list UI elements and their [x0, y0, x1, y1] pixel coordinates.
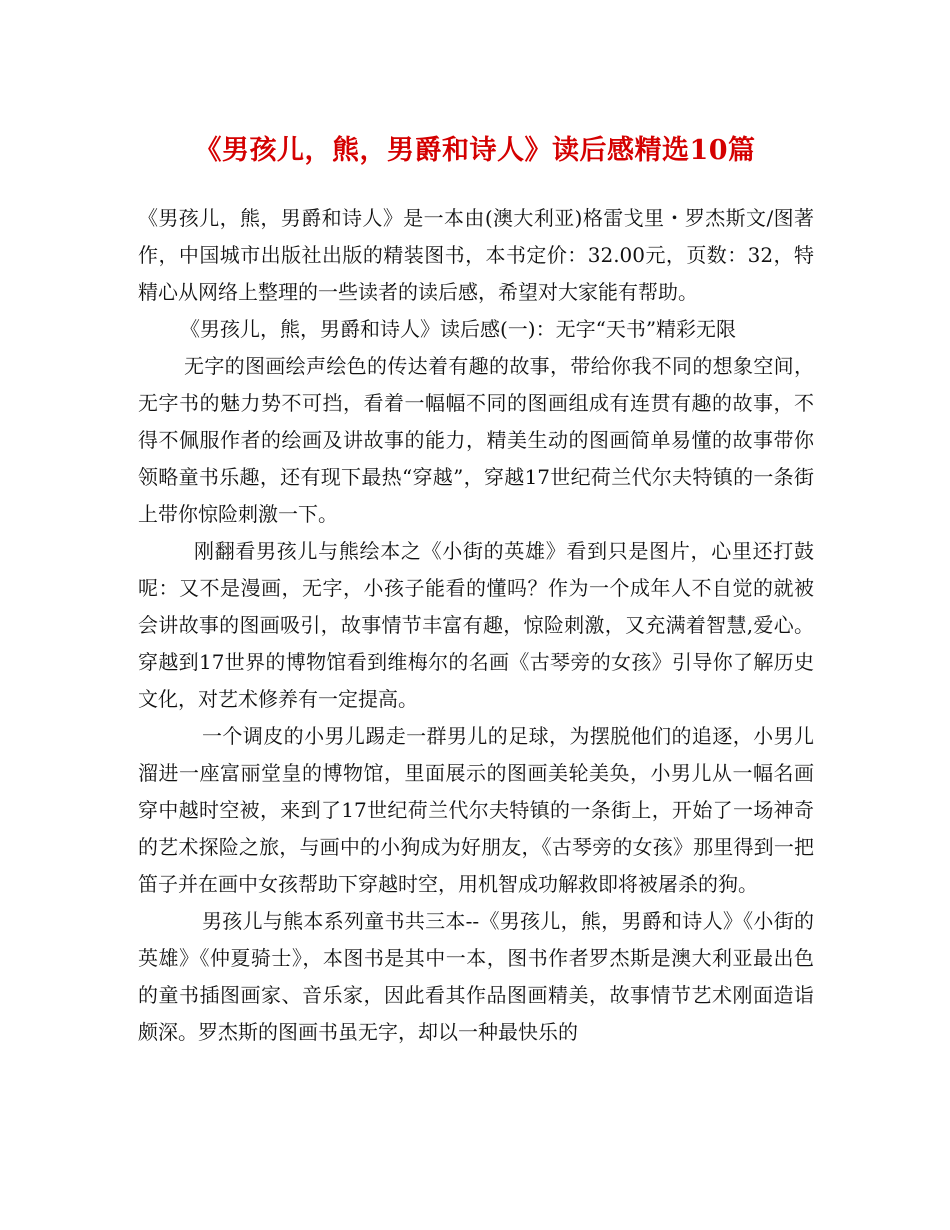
intro-paragraph: 《男孩儿，熊，男爵和诗人》是一本由(澳大利亚)格雷戈里・罗杰斯文/图著作，中国城市出版社出版的精装图书，本书定价：32.00元，页数：32，特精心从网络上整理的一些读者的读后感，希望对大家能有帮助。 [138, 206, 814, 304]
body-paragraph: 刚翻看男孩儿与熊绘本之《小街的英雄》看到只是图片，心里还打鼓呢：又不是漫画，无字，小孩子能看的懂吗？作为一个成年人不自觉的就被会讲故事的图画吸引，故事情节丰富有趣，惊险刺激，又充满着智慧,爱心。穿越到17世界的博物馆看到维梅尔的名画《古琴旁的女孩》引导你了解历史文化，对艺术修养有一定提高。 [138, 539, 814, 711]
body-paragraph: 无字的图画绘声绘色的传达着有趣的故事，带给你我不同的想象空间，无字书的魅力势不可挡，看着一幅幅不同的图画组成有连贯有趣的故事，不得不佩服作者的绘画及讲故事的能力，精美生动的图画简单易懂的故事带你领略童书乐趣，还有现下最热“穿越”，穿越17世纪荷兰代尔夫特镇的一条街上带你惊险刺激一下。 [138, 354, 814, 526]
document-title: 《男孩儿，熊，男爵和诗人》读后感精选10篇 [194, 135, 756, 166]
body-paragraph: 一个调皮的小男儿踢走一群男儿的足球，为摆脱他们的追逐，小男儿溜进一座富丽堂皇的博物馆，里面展示的图画美轮美奂，小男儿从一幅名画穿中越时空被，来到了17世纪荷兰代尔夫特镇的一条街上，开始了一场神奇的艺术探险之旅，与画中的小狗成为好朋友，《古琴旁的女孩》那里得到一把笛子并在画中女孩帮助下穿越时空，用机智成功解救即将被屠杀的狗。 [138, 724, 814, 896]
document-body [138, 200, 814, 1051]
body-paragraph: 男孩儿与熊本系列童书共三本--《男孩儿，熊，男爵和诗人》《小街的英雄》《仲夏骑士》，本图书是其中一本，图书作者罗杰斯是澳大利亚最出色的童书插图画家、音乐家，因此看其作品图画精美，故事情节艺术刚面造诣颇深。罗杰斯的图画书虽无字，却以一种最快乐的 [138, 909, 814, 1044]
section-heading: 《男孩儿，熊，男爵和诗人》读后感(一)：无字“天书”精彩无限 [180, 317, 737, 341]
